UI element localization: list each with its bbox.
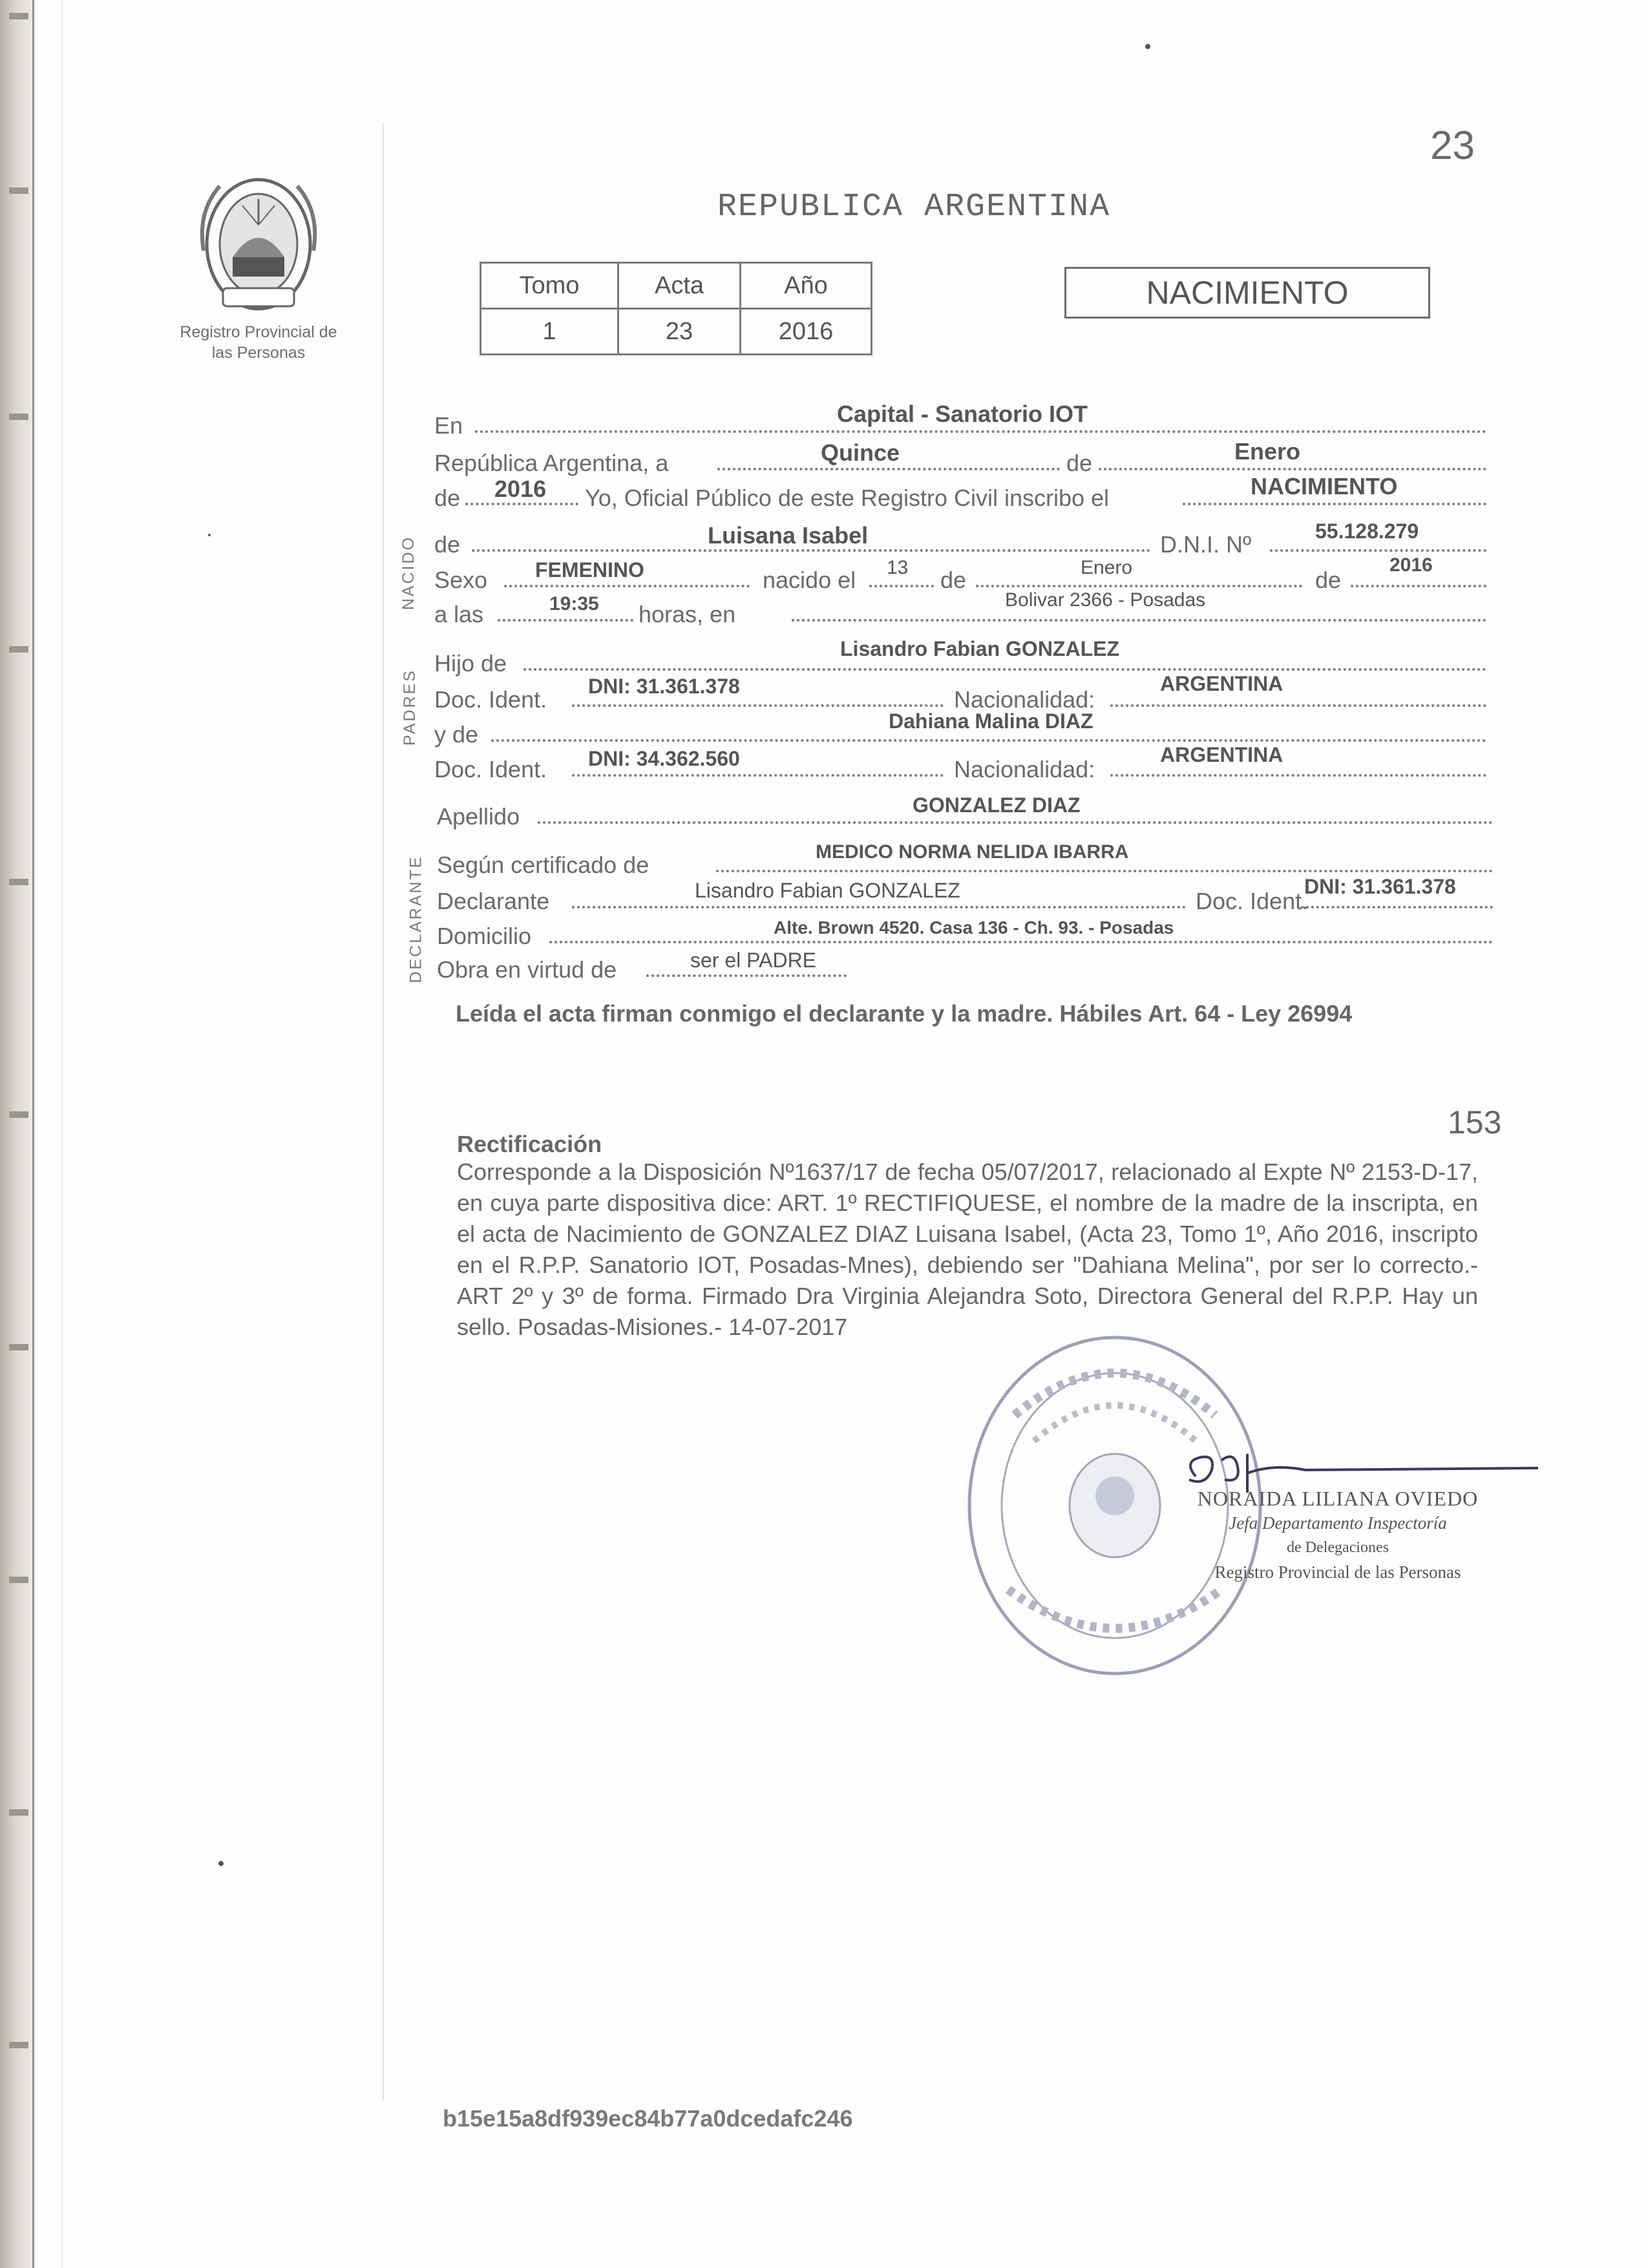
logo-caption: Registro Provincial de las Personas	[180, 323, 337, 362]
label-doc-ident: Doc. Ident.	[434, 686, 547, 713]
birth-day: 13	[887, 557, 909, 578]
label-obra: Obra en virtud de	[437, 956, 617, 983]
registry-table	[480, 262, 872, 355]
declarant-name: Lisandro Fabian GONZALEZ	[695, 879, 960, 902]
birth-place: Bolivar 2366 - Posadas	[1005, 589, 1206, 611]
label-oficial: Yo, Oficial Público de este Registro Civil inscribo el	[585, 485, 1110, 511]
label-sexo: Sexo	[434, 567, 488, 593]
rectification-body: Corresponde a la Disposición Nº1637/17 de fecha 05/07/2017, relacionado al Expte Nº 2153-D-17, en cuya parte dispositiva dice: ART. 1º RECTIFIQUESE, el nombre de la madre de la inscripta, en el acta de Nacimiento de GONZALEZ DIAZ Luisana Isabel, (Acta 23, Tomo 1º, Año 2016, inscripto en el R.P.P. Sanatorio IOT, Posadas-Mnes), debiendo ser "Dahiana Melina", por ser lo correcto.- ART 2º y 3º de forma. Firmado Dra Virginia Alejandra Soto, Directora General del R.P.P. Hay un sello. Posadas-Misiones.- 14-07-2017	[457, 1159, 1478, 1340]
binder-tick	[9, 1809, 28, 1816]
scan-speck	[218, 1861, 224, 1866]
dotted-line	[1351, 585, 1486, 587]
dotted-line	[1270, 549, 1486, 552]
label-de: de	[940, 567, 967, 593]
father-name: Lisandro Fabian GONZALEZ	[840, 637, 1120, 660]
label-horas-en: horas, en	[639, 601, 736, 627]
binder-tick	[9, 1111, 28, 1118]
dotted-line	[716, 870, 1493, 872]
dotted-line	[1183, 503, 1486, 505]
table-header-ano: Año	[741, 263, 872, 309]
dotted-line	[1301, 906, 1493, 908]
label-nacionalidad: Nacionalidad:	[954, 686, 1095, 713]
dotted-line	[572, 906, 1186, 908]
label-de: de	[434, 531, 461, 558]
surname: GONZALEZ DIAZ	[913, 793, 1081, 817]
dotted-line	[491, 739, 1486, 742]
side-label-declarante: DECLARANTE	[407, 855, 425, 983]
dotted-line	[498, 619, 633, 622]
table-header-acta: Acta	[618, 263, 741, 309]
signatory-title: Jefa Departamento Inspectoría	[1229, 1513, 1447, 1533]
dotted-line	[869, 585, 934, 587]
dotted-line	[1099, 468, 1486, 470]
dotted-line	[504, 585, 750, 587]
signatory-org: Registro Provincial de las Personas	[1214, 1562, 1461, 1582]
side-label-padres: PADRES	[400, 669, 419, 746]
table-header-tomo: Tomo	[481, 263, 618, 309]
dotted-line	[572, 774, 944, 777]
registration-year: 2016	[494, 476, 547, 502]
dotted-line	[976, 585, 1302, 587]
certificate: MEDICO NORMA NELIDA IBARRA	[816, 841, 1129, 863]
closing-statement: Leída el acta firman conmigo el declarante y la madre. Hábiles Art. 64 - Ley 26994	[456, 1000, 1353, 1027]
label-hijo-de: Hijo de	[434, 650, 507, 677]
registration-day: Quince	[821, 439, 900, 466]
table-value-tomo: 1	[481, 309, 618, 355]
binder-tick	[9, 1344, 28, 1350]
act-kind: NACIMIENTO	[1251, 473, 1398, 499]
label-domicilio: Domicilio	[437, 923, 532, 949]
margin-rule	[383, 123, 384, 2100]
rectification-title: Rectificación	[457, 1131, 602, 1157]
dotted-line	[538, 821, 1493, 824]
label-de: de	[1315, 567, 1342, 593]
father-nationality: ARGENTINA	[1160, 672, 1284, 695]
binder-tick	[9, 879, 28, 885]
side-label-nacido: NACIDO	[399, 535, 418, 611]
binder-tick	[9, 646, 28, 653]
dotted-line	[792, 619, 1486, 622]
registration-place: Capital - Sanatorio IOT	[837, 401, 1088, 427]
child-dni: 55.128.279	[1315, 520, 1419, 543]
father-doc: DNI: 31.361.378	[588, 675, 740, 698]
label-dni: D.N.I. Nº	[1160, 531, 1252, 558]
dotted-line	[549, 941, 1493, 943]
label-doc-ident: Doc. Ident.	[1196, 888, 1309, 914]
dotted-line	[472, 549, 1150, 552]
child-name: Luisana Isabel	[708, 522, 869, 549]
label-nacido-el: nacido el	[763, 567, 856, 593]
binder-tick	[9, 1577, 28, 1583]
label-de: de	[434, 485, 461, 511]
binder-edge	[0, 0, 32, 2268]
label-y-de: y de	[434, 721, 479, 748]
page-number: 23	[1430, 123, 1475, 168]
dotted-line	[465, 503, 578, 505]
label-nacionalidad: Nacionalidad:	[954, 756, 1095, 782]
label-certificado: Según certificado de	[437, 852, 650, 878]
dotted-line	[1110, 704, 1486, 707]
binder-tick	[9, 2042, 28, 2048]
binder-tick	[9, 187, 28, 194]
scan-speck	[208, 534, 211, 536]
birth-year: 2016	[1389, 554, 1433, 576]
label-declarante: Declarante	[437, 888, 550, 914]
scan-speck	[1145, 44, 1150, 49]
dotted-line	[646, 974, 847, 977]
label-doc-ident: Doc. Ident.	[434, 756, 547, 782]
dotted-line	[523, 668, 1486, 671]
rectification-number: 153	[1448, 1104, 1502, 1140]
label-republica: República Argentina, a	[434, 450, 669, 476]
table-value-ano: 2016	[741, 309, 872, 355]
child-sex: FEMENINO	[535, 558, 644, 582]
label-a-las: a las	[434, 601, 484, 627]
province-seal-logo	[194, 173, 323, 315]
label-de: de	[1066, 450, 1093, 476]
mother-doc: DNI: 34.362.560	[588, 747, 740, 770]
binder-line	[32, 0, 34, 2268]
binder-tick	[9, 13, 28, 19]
acting-as: ser el PADRE	[690, 949, 817, 972]
declarant-address: Alte. Brown 4520. Casa 136 - Ch. 93. - Posadas	[774, 918, 1174, 938]
signatory-name: NORAIDA LILIANA OVIEDO	[1197, 1487, 1479, 1510]
signatory-block	[1176, 1486, 1499, 1584]
page-edge	[61, 0, 63, 2268]
declarant-doc: DNI: 31.361.378	[1304, 875, 1456, 898]
signatory-dept: de Delegaciones	[1287, 1539, 1389, 1556]
label-en: En	[434, 412, 463, 439]
document-type-box: NACIMIENTO	[1064, 267, 1430, 319]
country-title: REPUBLICA ARGENTINA	[717, 189, 1111, 226]
dotted-line	[1110, 774, 1486, 777]
binder-tick	[9, 414, 28, 420]
table-value-acta: 23	[618, 309, 741, 355]
mother-name: Dahiana Malina DIAZ	[889, 709, 1093, 733]
dotted-line	[717, 468, 1060, 470]
mother-nationality: ARGENTINA	[1160, 743, 1284, 766]
registration-month: Enero	[1234, 438, 1301, 465]
birth-time: 19:35	[549, 593, 599, 614]
birth-month: Enero	[1081, 557, 1133, 578]
dotted-line	[475, 430, 1486, 433]
dotted-line	[572, 704, 944, 707]
label-apellido: Apellido	[437, 803, 520, 830]
document-hash: b15e15a8df939ec84b77a0dcedafc246	[443, 2105, 853, 2132]
